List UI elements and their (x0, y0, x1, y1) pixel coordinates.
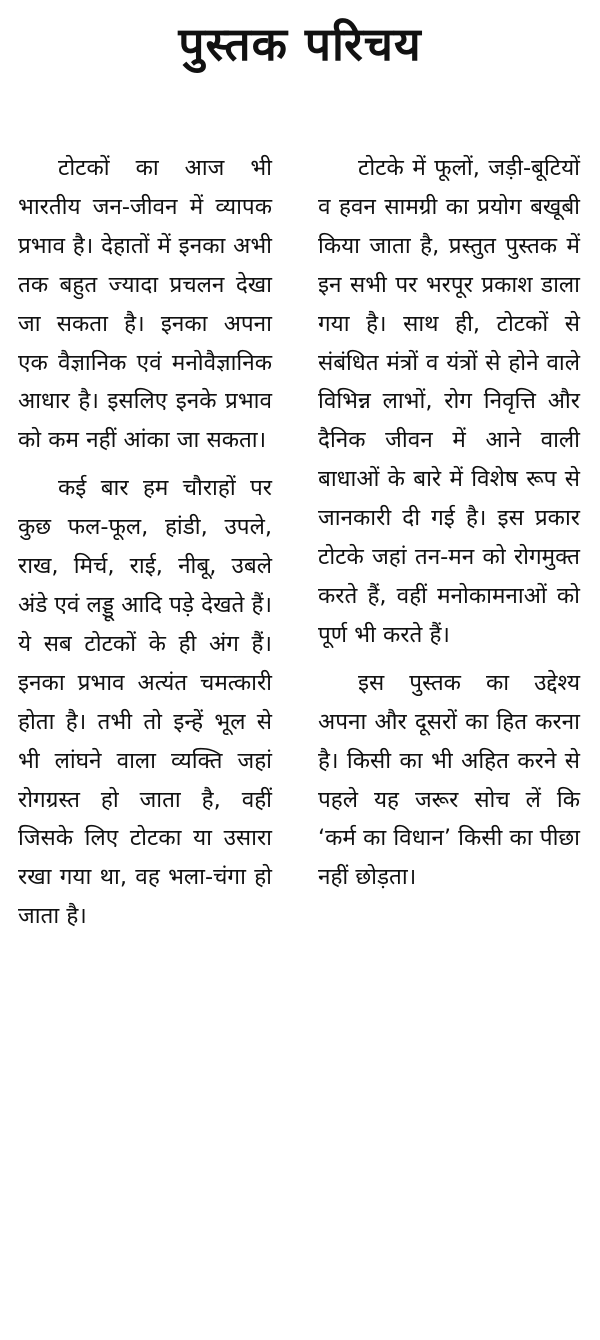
right-column (318, 149, 580, 897)
page-title: पुस्तक परिचय (178, 17, 422, 71)
paragraph: कई बार हम चौराहों पर कुछ फल-फूल, हांडी, उपले, राख, मिर्च, राई, नीबू, उबले अंडे एवं लड्डू आदि पड़े देखते हैं। ये सब टोटकों के ही अंग हैं। इनका प्रभाव अत्यंत चमत्कारी होता है। तभी तो इन्हें भूल से भी लांघने वाला व्यक्ति जहां रोगग्रस्त हो जाता है, वहीं जिसके लिए टोटका या उसारा रखा गया था, वह भला-चंगा हो जाता है। (18, 475, 272, 930)
paragraph: टोटके में फूलों, जड़ी-बूटियों व हवन सामग्री का प्रयोग बखूबी किया जाता है, प्रस्तुत पुस्तक में इन सभी पर भरपूर प्रकाश डाला गया है। साथ ही, टोटकों से संबंधित मंत्रों व यंत्रों से होने वाले विभिन्न लाभों, रोग निवृत्ति और दैनिक जीवन में आने वाली बाधाओं के बारे में विशेष रूप से जानकारी दी गई है। इस प्रकार टोटके जहां तन-मन को रोगमुक्त करते हैं, वहीं मनोकामनाओं को पूर्ण भी करते हैं। (318, 155, 580, 648)
left-column (18, 149, 272, 936)
paragraph: इस पुस्तक का उद्देश्य अपना और दूसरों का हित करना है। किसी का भी अहित करने से पहले यह जरूर सोच लें कि ‘कर्म का विधान’ किसी का पीछा नहीं छोड़ता। (318, 669, 580, 891)
paragraph: टोटकों का आज भी भारतीय जन-जीवन में व्यापक प्रभाव है। देहातों में इनका अभी तक बहुत ज्यादा प्रचलन देखा जा सकता है। इनका अपना एक वैज्ञानिक एवं मनोवैज्ञानिक आधार है। इसलिए इनके प्रभाव को कम नहीं आंका जा सकता। (18, 155, 272, 454)
